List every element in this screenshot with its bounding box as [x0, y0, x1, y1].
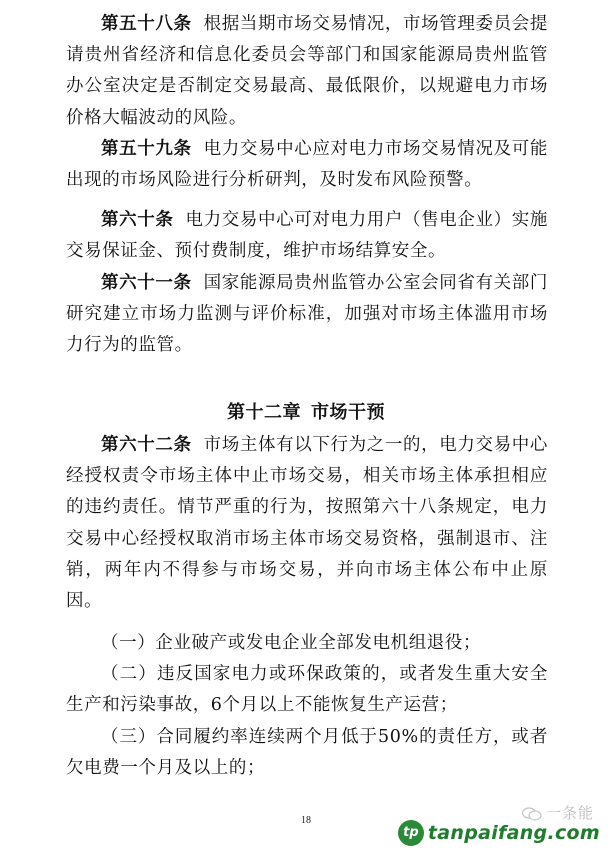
- article-number: 第六十二条: [101, 435, 192, 455]
- article-59: [66, 134, 548, 196]
- list-item: （一）企业破产或发电企业全部发电机组退役；: [101, 633, 482, 653]
- page-number: 18: [301, 815, 311, 826]
- list-item: （三）合同履约率连续两个月低于50%的责任方，或者欠电费一个月及以上的；: [66, 727, 548, 779]
- wechat-icon: [522, 807, 542, 821]
- article-text: 电力交易中心可对电力用户（售电企业）实施交易保证金、预付费制度，维护市场结算安全。: [66, 210, 549, 262]
- article-text: 国家能源局贵州监管办公室会同省有关部门研究建立市场力监测与评价标准，加强对市场主体滥用市场力行为的监管。: [66, 273, 549, 356]
- article-text: 市场主体有以下行为之一的，电力交易中心经授权责令市场主体中止市场交易，相关市场主体承担相应的违约责任。情节严重的行为，按照第六十八条规定，电力交易中心经授权取消市场主体市场交易资格，强制退市、注销，两年内不得参与市场交易，并向市场主体公布中止原因。: [66, 435, 549, 612]
- list-item: （二）违反国家电力或环保政策的，或者发生重大安全生产和污染事故，6个月以上不能恢复生产运营；: [66, 664, 548, 716]
- watermark-account-name: 一条能: [545, 804, 594, 822]
- article-number: 第六十条: [101, 210, 174, 230]
- article-number: 第六十一条: [101, 273, 192, 293]
- article-60: [66, 205, 548, 267]
- chapter-number: 第十二章: [227, 402, 301, 423]
- chapter-heading: [0, 398, 612, 424]
- article-text: 根据当期市场交易情况，市场管理委员会提请贵州省经济和信息化委员会等部门和国家能源局贵州监管办公室决定是否制定交易最高、最低限价，以规避电力市场价格大幅波动的风险。: [66, 14, 549, 128]
- watermark-site-name: tanpaifang.com: [427, 822, 600, 844]
- article-58: [66, 9, 548, 134]
- watermark-site: [398, 820, 600, 846]
- tanpaifang-logo-icon: tp: [398, 820, 424, 846]
- article-61: [66, 268, 548, 362]
- article-number: 第五十九条: [101, 139, 192, 159]
- chapter-title: 市场干预: [311, 402, 385, 423]
- article-62: [66, 430, 548, 617]
- article-text: 电力交易中心应对电力市场交易情况及可能出现的市场风险进行分析研判，及时发布风险预警。: [66, 139, 549, 191]
- watermark: [395, 802, 600, 848]
- article-number: 第五十八条: [101, 14, 192, 34]
